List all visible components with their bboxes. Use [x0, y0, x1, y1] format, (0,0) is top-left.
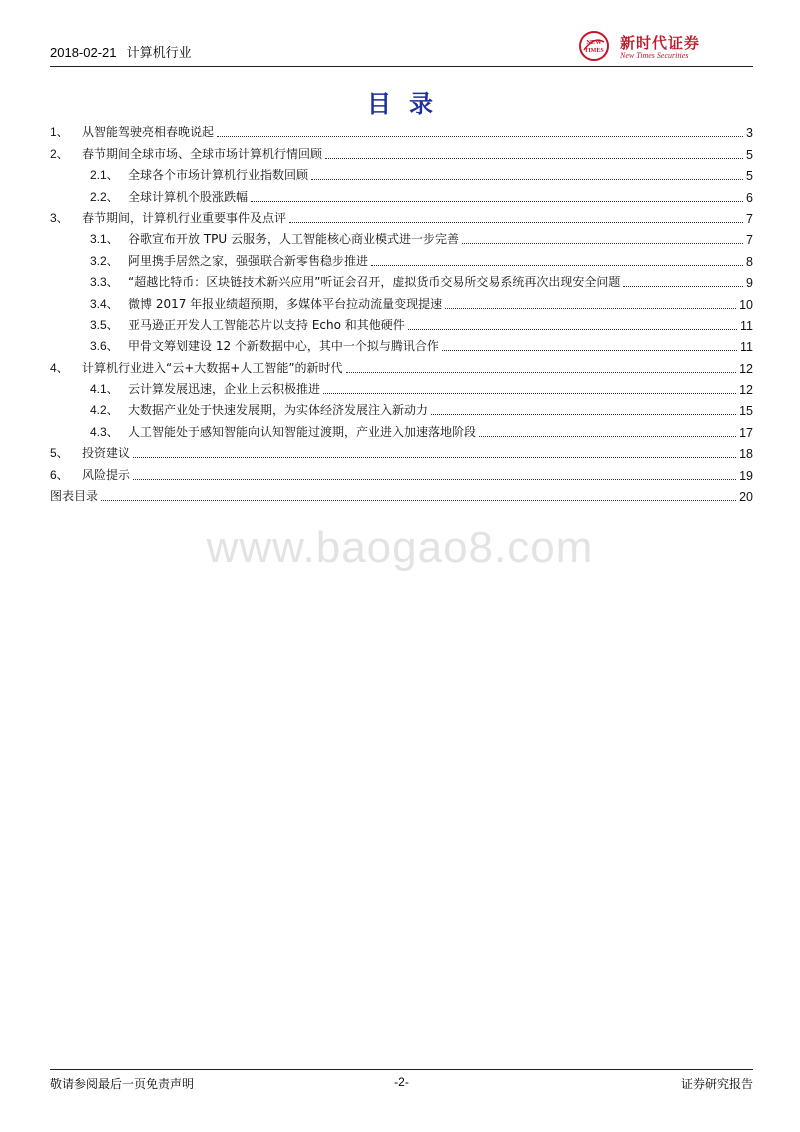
toc-entry[interactable]	[50, 119, 753, 140]
toc-entry[interactable]	[50, 354, 753, 375]
toc-entry-number: 3.1、	[90, 232, 119, 247]
toc-entry-title: 亚马逊正开发人工智能芯片以支持 Echo 和其他硬件	[128, 317, 405, 332]
toc-entry-number: 3、	[50, 210, 69, 225]
toc-entry[interactable]	[50, 162, 753, 183]
toc-entry-page: 7	[746, 233, 753, 248]
toc-dot-leader	[217, 135, 743, 137]
company-logo-icon	[578, 30, 610, 62]
toc-dot-leader	[431, 413, 736, 415]
header-industry: 计算机行业	[126, 46, 192, 61]
toc-dot-leader	[371, 264, 743, 266]
toc-entry-title: 投资建议	[82, 446, 131, 461]
toc-dot-leader	[323, 392, 736, 394]
toc-entry-page: 11	[740, 340, 753, 355]
toc-entry-title: 风险提示	[82, 467, 131, 482]
toc-entry[interactable]	[50, 205, 753, 226]
toc-entry[interactable]	[50, 440, 753, 461]
toc-dot-leader	[101, 499, 736, 501]
footer-disclaimer: 敬请参阅最后一页免责声明	[50, 1077, 195, 1091]
toc-dot-leader	[251, 200, 743, 202]
toc-dot-leader	[133, 456, 736, 458]
logo-english-name: New Times Securities	[620, 51, 689, 60]
toc-entry-page: 12	[739, 361, 753, 376]
toc-entry[interactable]	[50, 269, 753, 290]
toc-entry-number: 3.4、	[90, 296, 119, 311]
toc-dot-leader	[623, 285, 743, 287]
header-date: 2018-02-21	[50, 45, 117, 60]
toc-entry-page: 18	[739, 447, 753, 462]
toc-entry-page: 10	[739, 297, 753, 312]
toc-dot-leader	[325, 157, 743, 159]
toc-entry-page: 8	[746, 254, 753, 269]
svg-text:TIMES: TIMES	[584, 48, 604, 54]
toc-entry-title: 云计算发展迅速，企业上云积极推进	[128, 382, 321, 397]
footer-page-number: -2-	[394, 1075, 409, 1089]
toc-entry-title: 大数据产业处于快速发展期，为实体经济发展注入新动力	[128, 403, 429, 418]
watermark: www.baogao8.com	[206, 523, 594, 572]
toc-entry[interactable]	[50, 140, 753, 161]
toc-entry[interactable]	[50, 397, 753, 418]
toc-entry-title: 谷歌宣布开放 TPU 云服务，人工智能核心商业模式进一步完善	[128, 232, 459, 247]
toc-entry[interactable]	[50, 312, 753, 333]
toc-dot-leader	[133, 478, 736, 480]
svg-text:NEW: NEW	[586, 39, 602, 46]
toc-entry[interactable]	[50, 376, 753, 397]
toc-entry-number: 4.3、	[90, 424, 119, 439]
toc-entry-title: 计算机行业进入“云+大数据+人工智能”的新时代	[82, 360, 343, 375]
toc-entry-number: 3.3、	[90, 275, 119, 290]
toc-entry-title: 甲骨文筹划建设 12 个新数据中心，其中一个拟与腾讯合作	[128, 339, 439, 354]
toc-entry-number: 4.1、	[90, 382, 119, 397]
toc-entry-page: 11	[740, 318, 753, 333]
page-header	[50, 26, 753, 67]
toc-entry-page: 17	[739, 425, 753, 440]
toc-dot-leader	[289, 221, 743, 223]
toc-entry-title: 人工智能处于感知智能向认知智能过渡期，产业进入加速落地阶段	[128, 424, 477, 439]
toc-entry-number: 3.2、	[90, 253, 119, 268]
toc-entry-page: 5	[746, 147, 753, 162]
header-left	[50, 42, 192, 61]
toc-entry-page: 9	[746, 276, 753, 291]
toc-entry-title: 阿里携手居然之家，强强联合新零售稳步推进	[128, 253, 369, 268]
footer-report-type: 证券研究报告	[680, 1077, 753, 1091]
toc-entry-title: 微博 2017 年报业绩超预期，多媒体平台拉动流量变现提速	[128, 296, 443, 311]
toc-entry-title: 春节期间全球市场、全球市场计算机行情回顾	[82, 146, 323, 161]
toc-dot-leader	[462, 242, 743, 244]
toc-entry-number: 4.2、	[90, 403, 119, 418]
toc-entry[interactable]	[50, 247, 753, 268]
toc-entry-number: 3.6、	[90, 339, 119, 354]
toc-entry-title: 全球各个市场计算机行业指数回顾	[128, 168, 309, 183]
toc-entry[interactable]	[50, 333, 753, 354]
toc-entry-page: 19	[739, 468, 753, 483]
toc-entry[interactable]	[50, 183, 753, 204]
toc-entry-number: 5、	[50, 446, 69, 461]
toc-entry-number: 1、	[50, 125, 69, 140]
toc-dot-leader	[311, 178, 743, 180]
toc-entry-page: 20	[739, 490, 753, 505]
company-logo	[578, 30, 753, 64]
toc-dot-leader	[442, 349, 737, 351]
toc-entry-title: 全球计算机个股涨跌幅	[128, 189, 249, 204]
toc-entry-title: 春节期间，计算机行业重要事件及点评	[82, 210, 287, 225]
toc-dot-leader	[408, 328, 737, 330]
toc-entry-page: 5	[746, 169, 753, 184]
page-footer	[50, 1069, 753, 1094]
toc-entry-number: 2.2、	[90, 189, 119, 204]
toc-dot-leader	[445, 307, 736, 309]
toc-entry-page: 12	[739, 383, 753, 398]
toc-dot-leader	[479, 435, 736, 437]
toc-entry-number: 3.5、	[90, 317, 119, 332]
toc-entry[interactable]	[50, 418, 753, 439]
toc-entry[interactable]	[50, 461, 753, 482]
toc-dot-leader	[346, 371, 737, 373]
toc-entry-page: 3	[746, 126, 753, 141]
toc-entry-page: 6	[746, 190, 753, 205]
toc-entry-title: 图表目录	[50, 489, 99, 504]
toc-entry-number: 2、	[50, 146, 69, 161]
page-title: 目录	[367, 90, 451, 118]
toc-entry[interactable]	[50, 290, 753, 311]
toc-entry-number: 4、	[50, 360, 69, 375]
toc-entry-page: 7	[746, 211, 753, 226]
toc-entry-number: 6、	[50, 467, 69, 482]
toc-entry-title: “超越比特币：区块链技术新兴应用”听证会召开，虚拟货币交易所交易系统再次出现安全问题	[128, 275, 621, 290]
toc-entry[interactable]	[50, 483, 753, 504]
table-of-contents	[50, 119, 753, 504]
logo-chinese-name: 新时代证券	[620, 34, 701, 52]
toc-entry[interactable]	[50, 226, 753, 247]
toc-entry-title: 从智能驾驶亮相春晚说起	[82, 125, 215, 140]
toc-entry-number: 2.1、	[90, 168, 119, 183]
toc-entry-page: 15	[739, 404, 753, 419]
